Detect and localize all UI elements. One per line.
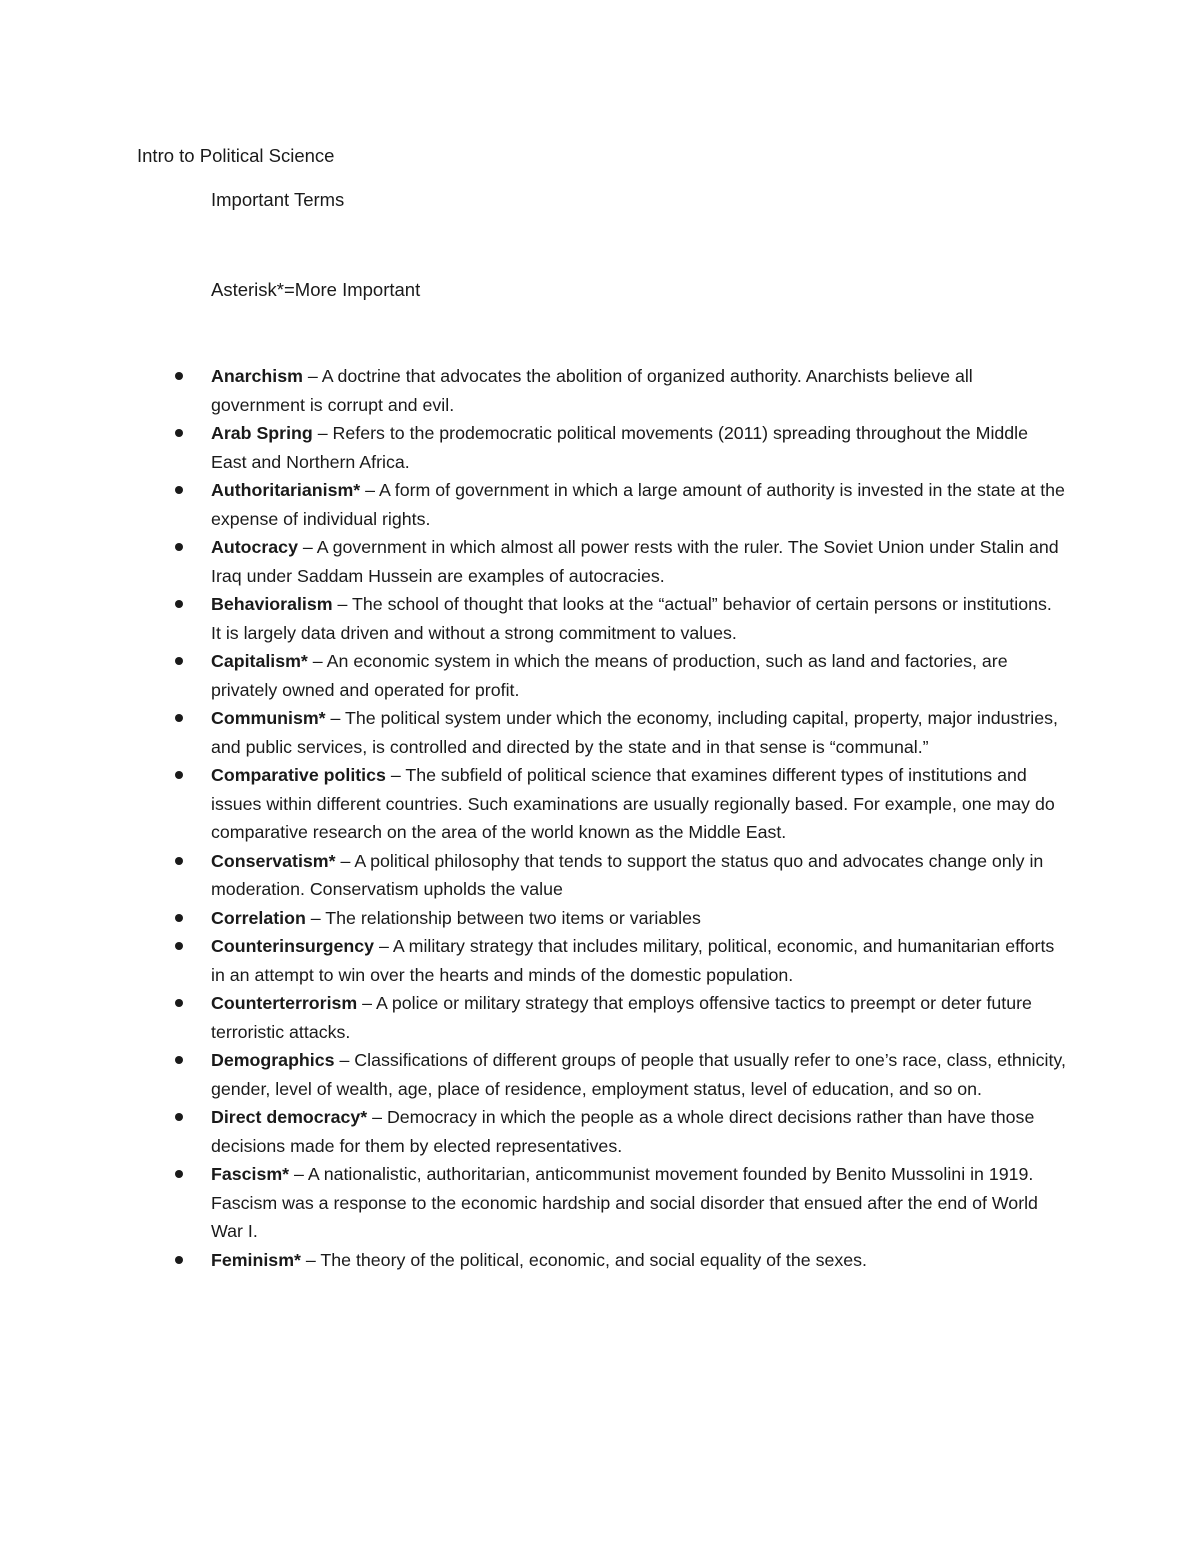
- term-item: [211, 590, 1066, 647]
- term-item: [211, 904, 1066, 933]
- asterisk-legend: Asterisk*=More Important: [211, 279, 421, 300]
- term-definition: – The theory of the political, economic, and social equality of the sexes.: [300, 1249, 867, 1270]
- term-name: Correlation: [211, 907, 306, 928]
- term-item: [211, 1160, 1066, 1246]
- term-item: [211, 1046, 1066, 1103]
- bullet-icon: [175, 600, 183, 608]
- term-definition: – A police or military strategy that employs offensive tactics to preempt or deter future terroristic attacks.: [211, 993, 1032, 1042]
- bullet-icon: [175, 942, 183, 950]
- bullet-icon: [175, 486, 183, 494]
- term-definition: – A political philosophy that tends to support the status quo and advocates change only in moderation. Conservatism upholds the value: [211, 850, 1044, 899]
- term-name: Comparative politics: [211, 765, 386, 785]
- term-item: [211, 476, 1066, 533]
- bullet-icon: [175, 771, 183, 779]
- bullet-icon: [175, 1113, 183, 1121]
- term-definition: – A form of government in which a large amount of authority is invested in the state at the expense of individual rights.: [211, 480, 1065, 529]
- document-subtitle: Important Terms: [211, 189, 345, 210]
- term-item: [211, 761, 1066, 847]
- term-item: [211, 989, 1066, 1046]
- term-definition: – The subfield of political science that examines different types of institutions and issues within different countries. Such examinations are usually regionally based. For example, one may do comparative research on the area of the world known as the Middle East.: [211, 765, 1055, 842]
- term-item: [211, 704, 1066, 761]
- term-name: Arab Spring: [211, 423, 313, 443]
- term-name: Capitalism*: [211, 651, 308, 671]
- term-item: [211, 1246, 1066, 1275]
- bullet-icon: [175, 857, 183, 865]
- term-item: [211, 419, 1066, 476]
- bullet-icon: [175, 999, 183, 1007]
- bullet-icon: [175, 657, 183, 665]
- bullet-icon: [175, 1256, 183, 1264]
- term-definition: – A nationalistic, authoritarian, anticommunist movement founded by Benito Mussolini in 1919. Fascism was a response to the economic hardship and social disorder that ensued after the end of World War I.: [211, 1164, 1038, 1241]
- term-definition: – Refers to the prodemocratic political movements (2011) spreading throughout the Middle East and Northern Africa.: [211, 423, 1029, 472]
- term-name: Conservatism*: [211, 850, 336, 871]
- document-title: Intro to Political Science: [137, 145, 335, 166]
- term-definition: – An economic system in which the means of production, such as land and factories, are privately owned and operated for profit.: [211, 651, 1008, 700]
- bullet-icon: [175, 429, 183, 437]
- bullet-icon: [175, 543, 183, 551]
- bullet-icon: [175, 914, 183, 922]
- bullet-icon: [175, 1170, 183, 1178]
- term-definition: – The political system under which the economy, including capital, property, major industries, and public services, is controlled and directed by the state and in that sense is “communal.”: [211, 708, 1058, 757]
- term-definition: – A doctrine that advocates the abolition of organized authority. Anarchists believe all government is corrupt and evil.: [211, 366, 973, 415]
- term-item: [211, 647, 1066, 704]
- term-name: Counterterrorism: [211, 993, 358, 1013]
- term-definition: – A government in which almost all power rests with the ruler. The Soviet Union under Stalin and Iraq under Saddam Hussein are examples of autocracies.: [211, 537, 1059, 586]
- term-name: Authoritarianism*: [211, 480, 361, 500]
- term-name: Communism*: [211, 708, 326, 728]
- term-item: [211, 533, 1066, 590]
- term-definition: – The relationship between two items or variables: [305, 907, 701, 928]
- term-definition: – Classifications of different groups of people that usually refer to one’s race, class, ethnicity, gender, level of wealth, age, place of residence, employment status, level of education, and so on.: [211, 1050, 1066, 1099]
- term-name: Autocracy: [211, 537, 298, 557]
- term-name: Behavioralism: [211, 594, 333, 614]
- term-item: [211, 1103, 1066, 1160]
- term-name: Counterinsurgency: [211, 936, 375, 956]
- bullet-icon: [175, 1056, 183, 1064]
- term-item: [211, 362, 1066, 419]
- term-name: Fascism*: [211, 1164, 290, 1184]
- term-name: Anarchism: [211, 366, 303, 386]
- bullet-icon: [175, 714, 183, 722]
- term-name: Direct democracy*: [211, 1107, 368, 1127]
- bullet-icon: [175, 372, 183, 380]
- term-definition: – Democracy in which the people as a whole direct decisions rather than have those decisions made for them by elected representatives.: [211, 1107, 1035, 1156]
- term-definition: – The school of thought that looks at the “actual” behavior of certain persons or institutions. It is largely data driven and without a strong commitment to values.: [211, 594, 1052, 643]
- term-item: [211, 932, 1066, 989]
- term-definition: – A military strategy that includes military, political, economic, and humanitarian efforts in an attempt to win over the hearts and minds of the domestic population.: [211, 936, 1055, 985]
- term-name: Feminism*: [211, 1249, 301, 1270]
- term-name: Demographics: [211, 1050, 335, 1070]
- terms-list: [211, 362, 1066, 1274]
- term-item: [211, 847, 1066, 904]
